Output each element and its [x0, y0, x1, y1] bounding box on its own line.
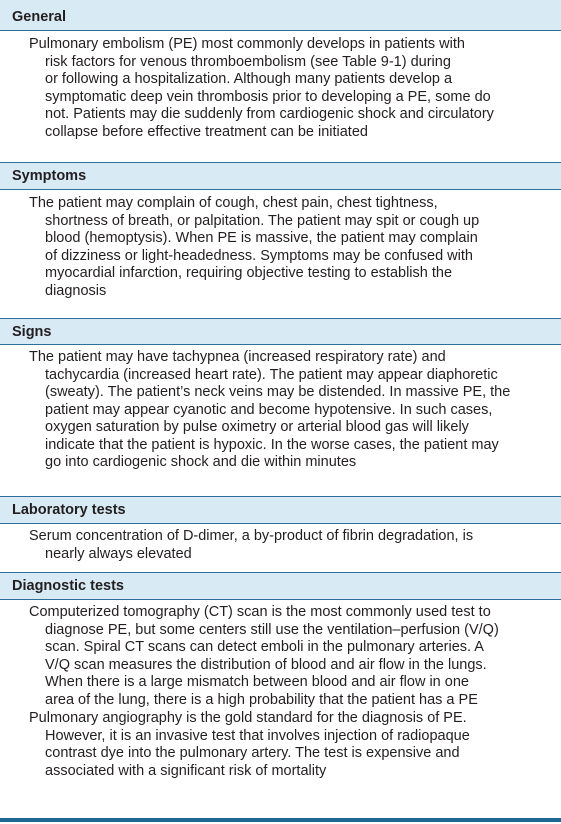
paragraph-line: nearly always elevated — [45, 545, 192, 562]
paragraph-line: area of the lung, there is a high probability that the patient has a PE — [45, 691, 478, 708]
paragraph-line: Serum concentration of D-dimer, a by-product of fibrin degradation, is — [29, 528, 474, 544]
paragraph-line: The patient may have tachypnea (increased respiratory rate) and — [29, 349, 446, 365]
paragraph-line: Pulmonary angiography is the gold standard for the diagnosis of PE. — [29, 710, 467, 726]
section-heading: Symptoms — [12, 168, 87, 184]
paragraph-line: When there is a large mismatch between blood and air flow in one — [45, 674, 469, 690]
paragraph-line: contrast dye into the pulmonary artery. The test is expensive and — [45, 745, 460, 761]
section-heading: Signs — [12, 324, 52, 340]
paragraph-line: patient may appear cyanotic and become hypotensive. In such cases, — [45, 401, 493, 418]
section-heading: Diagnostic tests — [12, 578, 124, 594]
section-paragraph — [29, 349, 554, 472]
paragraph-line: indicate that the patient is hypoxic. In the worse cases, the patient may — [45, 436, 499, 453]
section-heading: General — [12, 9, 66, 25]
divider — [0, 599, 561, 600]
divider — [0, 344, 561, 345]
paragraph-line: associated with a significant risk of mortality — [45, 762, 327, 779]
section-paragraph — [29, 195, 554, 300]
paragraph-line: of dizziness or light-headedness. Symptoms may be confused with — [45, 247, 473, 264]
paragraph-line: not. Patients may die suddenly from cardiogenic shock and circulatory — [45, 106, 494, 122]
paragraph-line: diagnose PE, but some centers still use the ventilation–perfusion (V/Q) — [45, 621, 499, 638]
paragraph-line: blood (hemoptysis). When PE is massive, the patient may complain — [45, 230, 478, 246]
paragraph-line: oxygen saturation by pulse oximetry or arterial blood gas will likely — [45, 419, 469, 435]
paragraph-line: diagnosis — [45, 282, 107, 299]
paragraph-line: shortness of breath, or palpitation. The patient may spit or cough up — [45, 212, 480, 229]
paragraph-line: go into cardiogenic shock and die within minutes — [45, 454, 357, 470]
paragraph-line: The patient may complain of cough, chest pain, chest tightness, — [29, 195, 438, 211]
paragraph-line: However, it is an invasive test that involves injection of radiopaque — [45, 727, 470, 744]
paragraph-line: or following a hospitalization. Although many patients develop a — [45, 71, 453, 87]
section-paragraph — [29, 604, 554, 709]
paragraph-line: (sweaty). The patient’s neck veins may be distended. In massive PE, the — [45, 384, 511, 400]
paragraph-line: V/Q scan measures the distribution of blood and air flow in the lungs. — [45, 656, 487, 673]
divider — [0, 30, 561, 31]
paragraph-line: Pulmonary embolism (PE) most commonly develops in patients with — [29, 36, 465, 52]
paragraph-line: tachycardia (increased heart rate). The patient may appear diaphoretic — [45, 366, 498, 383]
paragraph-line: symptomatic deep vein thrombosis prior to developing a PE, some do — [45, 88, 491, 105]
section-paragraph — [29, 528, 554, 563]
paragraph-line: Computerized tomography (CT) scan is the most commonly used test to — [29, 604, 491, 620]
divider — [0, 189, 561, 190]
paragraph-line: myocardial infarction, requiring objective testing to establish the — [45, 265, 453, 281]
paragraph-line: scan. Spiral CT scans can detect emboli in the pulmonary arteries. A — [45, 639, 484, 655]
paragraph-line: collapse before effective treatment can be initiated — [45, 123, 368, 140]
table-bottom-rule — [0, 818, 561, 822]
section-paragraph — [29, 36, 554, 141]
divider — [0, 523, 561, 524]
section-header-general — [0, 0, 561, 30]
section-heading: Laboratory tests — [12, 502, 126, 518]
section-header-signs — [0, 319, 561, 344]
paragraph-line: risk factors for venous thromboembolism (see Table 9-1) during — [45, 53, 451, 70]
section-paragraph — [29, 710, 554, 780]
